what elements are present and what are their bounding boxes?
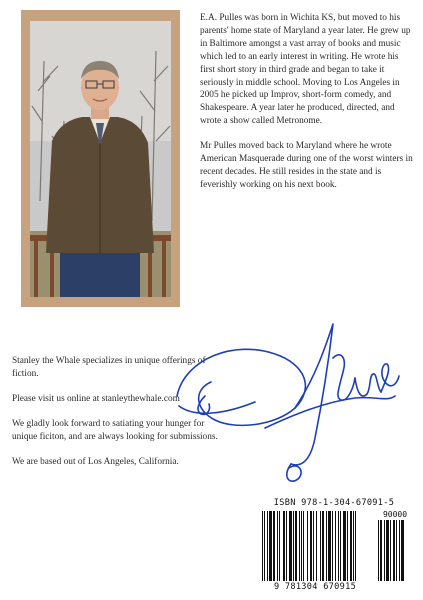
price-code: 90000: [382, 510, 408, 519]
isbn-label: ISBN 978-1-304-67091-5: [273, 498, 395, 508]
addon-bars: [378, 520, 412, 581]
ean-digits: 9 781304 670915: [273, 582, 357, 592]
bio-paragraph: Mr Pulles moved back to Maryland where he wrote American Masquerade during one of the worst winters in recent decades. He still resides in the state and is feverishly working on his next book.: [200, 141, 413, 190]
bio-paragraph: E.A. Pulles was born in Wichita KS, but moved to his parents' home state of Maryland a year later. He grew up in Baltimore amongst a vast array of books and music which led to an early interest in writing. He wrote his first short story in third grade and began to take it seriously in middle school. Moving to Los Angeles in 2005 he picked up Improv, short-form comedy, and Shakespeare. A year later he produced, directed, and wrote a show called Metronome.: [200, 13, 411, 127]
publisher-paragraph: Stanley the Whale specializes in unique offerings of fiction.: [12, 356, 206, 379]
publisher-paragraph: We gladly look forward to satiating your hunger for unique ficiton, and are always looking for submissions.: [12, 418, 218, 442]
author-photo: [30, 21, 171, 297]
isbn-barcode: [254, 498, 414, 594]
author-bio: [200, 12, 415, 204]
publisher-paragraph: We are based out of Los Angeles, California.: [12, 456, 179, 467]
author-photo-frame: [21, 10, 180, 307]
handwritten-signature: [165, 318, 405, 488]
publisher-paragraph: Please visit us online at stanleythewhale.com: [12, 393, 180, 404]
ean-bars: [262, 511, 374, 581]
